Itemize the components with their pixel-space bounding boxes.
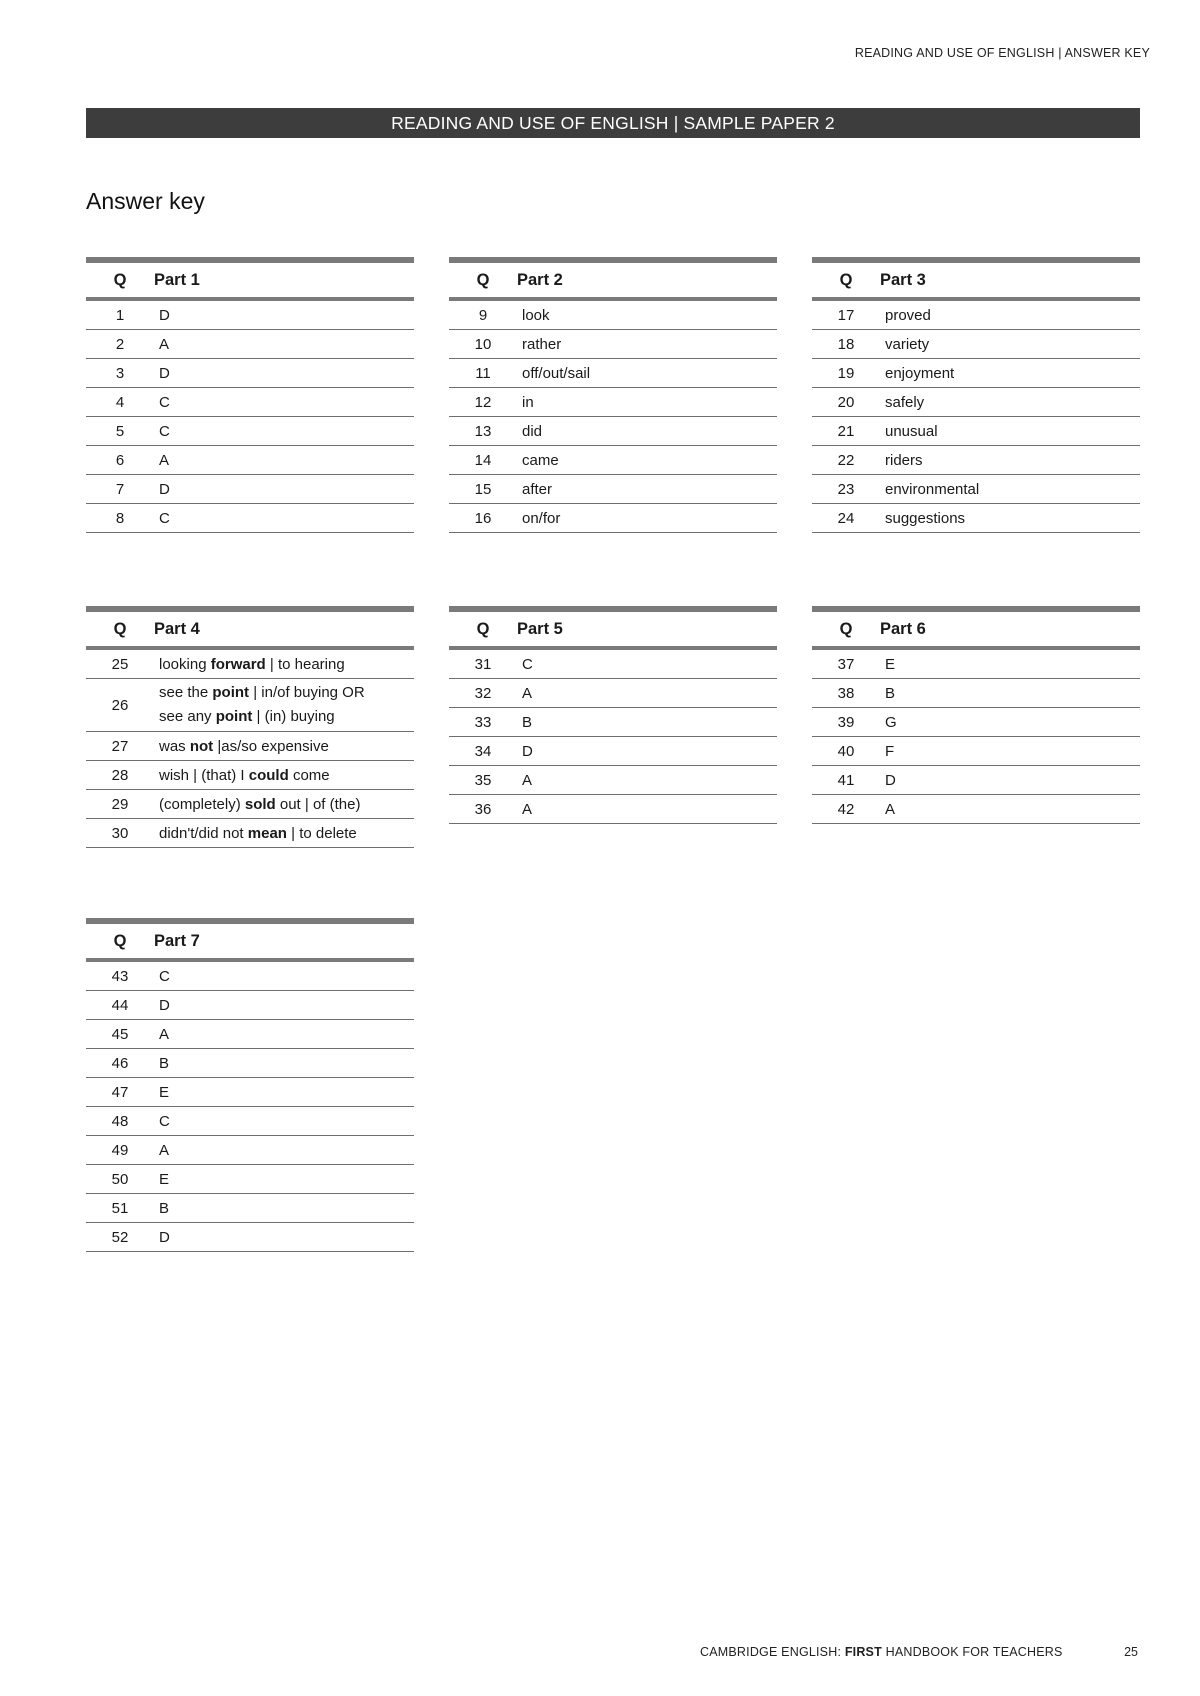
question-number: 31 bbox=[449, 648, 517, 679]
question-number: 17 bbox=[812, 299, 880, 330]
answer: environmental bbox=[880, 475, 1140, 504]
answer: C bbox=[154, 960, 414, 991]
page-title: Answer key bbox=[86, 188, 205, 214]
q-header: Q bbox=[812, 609, 880, 648]
table-row bbox=[86, 299, 414, 330]
answer bbox=[154, 790, 414, 819]
question-number: 24 bbox=[812, 504, 880, 533]
question-number: 33 bbox=[449, 708, 517, 737]
table-row bbox=[449, 737, 777, 766]
answer: D bbox=[154, 475, 414, 504]
part-header: Part 5 bbox=[517, 609, 777, 648]
key-word: point bbox=[212, 684, 250, 701]
answer bbox=[154, 732, 414, 761]
part-6-table bbox=[812, 606, 1140, 824]
table-row bbox=[86, 732, 414, 761]
question-number: 16 bbox=[449, 504, 517, 533]
question-number: 4 bbox=[86, 388, 154, 417]
question-number: 7 bbox=[86, 475, 154, 504]
question-number: 12 bbox=[449, 388, 517, 417]
answer: F bbox=[880, 737, 1140, 766]
q-header: Q bbox=[86, 260, 154, 299]
table-row bbox=[812, 475, 1140, 504]
answer: D bbox=[154, 991, 414, 1020]
question-number: 14 bbox=[449, 446, 517, 475]
table-row bbox=[812, 388, 1140, 417]
question-number: 40 bbox=[812, 737, 880, 766]
part-2-table bbox=[449, 257, 777, 533]
answer: C bbox=[154, 1107, 414, 1136]
answer: safely bbox=[880, 388, 1140, 417]
answer: rather bbox=[517, 330, 777, 359]
question-number: 42 bbox=[812, 795, 880, 824]
answer-text: wish | (that) I bbox=[159, 766, 245, 784]
page-number: 25 bbox=[1124, 1645, 1138, 1659]
question-number: 6 bbox=[86, 446, 154, 475]
table-row bbox=[86, 1194, 414, 1223]
table-row bbox=[86, 761, 414, 790]
table-row bbox=[86, 1107, 414, 1136]
question-number: 27 bbox=[86, 732, 154, 761]
key-word: point bbox=[215, 708, 253, 725]
question-number: 50 bbox=[86, 1165, 154, 1194]
table-row bbox=[812, 299, 1140, 330]
q-header: Q bbox=[449, 609, 517, 648]
table-row bbox=[812, 417, 1140, 446]
question-number: 37 bbox=[812, 648, 880, 679]
table-row bbox=[812, 679, 1140, 708]
table-row bbox=[86, 1049, 414, 1078]
answer-text: | (in) buying bbox=[256, 708, 335, 725]
answer-text: come bbox=[292, 766, 330, 784]
question-number: 44 bbox=[86, 991, 154, 1020]
part-1-table bbox=[86, 257, 414, 533]
part-3-table bbox=[812, 257, 1140, 533]
question-number: 10 bbox=[449, 330, 517, 359]
question-number: 38 bbox=[812, 679, 880, 708]
question-number: 9 bbox=[449, 299, 517, 330]
table-row bbox=[449, 330, 777, 359]
table-row bbox=[812, 737, 1140, 766]
table-row bbox=[812, 359, 1140, 388]
table-row bbox=[449, 475, 777, 504]
question-number: 32 bbox=[449, 679, 517, 708]
answer bbox=[154, 648, 414, 679]
part-header: Part 3 bbox=[880, 260, 1140, 299]
footer-suffix: HANDBOOK FOR TEACHERS bbox=[885, 1645, 1063, 1659]
answer: after bbox=[517, 475, 777, 504]
table-row bbox=[86, 679, 414, 732]
question-number: 36 bbox=[449, 795, 517, 824]
answer: E bbox=[880, 648, 1140, 679]
question-number: 1 bbox=[86, 299, 154, 330]
answer: unusual bbox=[880, 417, 1140, 446]
part-4-table bbox=[86, 606, 414, 848]
answer: B bbox=[517, 708, 777, 737]
question-number: 3 bbox=[86, 359, 154, 388]
question-number: 52 bbox=[86, 1223, 154, 1252]
table-row bbox=[449, 648, 777, 679]
question-number: 11 bbox=[449, 359, 517, 388]
table-row bbox=[449, 766, 777, 795]
key-word: could bbox=[248, 766, 289, 784]
question-number: 21 bbox=[812, 417, 880, 446]
answer: C bbox=[517, 648, 777, 679]
answer bbox=[154, 761, 414, 790]
part-header: Part 4 bbox=[154, 609, 414, 648]
table-row bbox=[449, 504, 777, 533]
footer-title bbox=[700, 1645, 1063, 1659]
answer: A bbox=[154, 1020, 414, 1049]
answer: A bbox=[517, 679, 777, 708]
answer-text: see the bbox=[159, 684, 209, 701]
answer: D bbox=[517, 737, 777, 766]
part-header: Part 7 bbox=[154, 921, 414, 960]
table-row bbox=[449, 708, 777, 737]
table-row bbox=[86, 960, 414, 991]
answer: suggestions bbox=[880, 504, 1140, 533]
part-7-table bbox=[86, 918, 414, 1252]
table-row bbox=[812, 446, 1140, 475]
answer: proved bbox=[880, 299, 1140, 330]
paper-banner bbox=[86, 108, 1140, 138]
q-header: Q bbox=[449, 260, 517, 299]
answer: E bbox=[154, 1165, 414, 1194]
table-row bbox=[812, 504, 1140, 533]
footer-bold: FIRST bbox=[844, 1645, 882, 1659]
answer: A bbox=[154, 446, 414, 475]
table-row bbox=[86, 790, 414, 819]
question-number: 23 bbox=[812, 475, 880, 504]
answer-text: looking bbox=[159, 655, 207, 673]
question-number: 13 bbox=[449, 417, 517, 446]
question-number: 22 bbox=[812, 446, 880, 475]
table-row bbox=[86, 1165, 414, 1194]
answer: D bbox=[154, 359, 414, 388]
table-row bbox=[449, 299, 777, 330]
answer-text: was bbox=[159, 737, 186, 755]
part-header: Part 2 bbox=[517, 260, 777, 299]
answer-line bbox=[159, 681, 414, 705]
answer-text: out | of (the) bbox=[279, 795, 361, 813]
answer: look bbox=[517, 299, 777, 330]
key-word: forward bbox=[210, 655, 266, 673]
question-number: 45 bbox=[86, 1020, 154, 1049]
question-number: 51 bbox=[86, 1194, 154, 1223]
answer: E bbox=[154, 1078, 414, 1107]
answer: came bbox=[517, 446, 777, 475]
answer-line bbox=[159, 705, 414, 729]
table-row bbox=[86, 991, 414, 1020]
table-row bbox=[449, 388, 777, 417]
table-row bbox=[812, 795, 1140, 824]
table-row bbox=[812, 766, 1140, 795]
table-row bbox=[86, 1020, 414, 1049]
footer-prefix: CAMBRIDGE ENGLISH: bbox=[700, 1645, 842, 1659]
answer-text: | to delete bbox=[291, 824, 357, 842]
table-row bbox=[86, 359, 414, 388]
table-row bbox=[449, 446, 777, 475]
question-number: 8 bbox=[86, 504, 154, 533]
answer: C bbox=[154, 417, 414, 446]
answer: A bbox=[880, 795, 1140, 824]
table-row bbox=[86, 446, 414, 475]
question-number: 5 bbox=[86, 417, 154, 446]
answer: D bbox=[880, 766, 1140, 795]
answer: G bbox=[880, 708, 1140, 737]
table-row bbox=[86, 648, 414, 679]
answer-text: see any bbox=[159, 708, 212, 725]
question-number: 15 bbox=[449, 475, 517, 504]
question-number: 49 bbox=[86, 1136, 154, 1165]
answer-text: | in/of buying OR bbox=[253, 684, 365, 701]
table-row bbox=[86, 504, 414, 533]
banner-title: READING AND USE OF ENGLISH | SAMPLE PAPER 2 bbox=[391, 112, 835, 133]
q-header: Q bbox=[86, 921, 154, 960]
table-row bbox=[812, 648, 1140, 679]
question-number: 18 bbox=[812, 330, 880, 359]
key-word: mean bbox=[247, 824, 287, 842]
running-head: READING AND USE OF ENGLISH | ANSWER KEY bbox=[854, 46, 1150, 60]
answer: on/for bbox=[517, 504, 777, 533]
answer bbox=[154, 819, 414, 848]
table-row bbox=[449, 417, 777, 446]
answer: A bbox=[154, 1136, 414, 1165]
question-number: 35 bbox=[449, 766, 517, 795]
key-word: not bbox=[189, 737, 214, 755]
table-row bbox=[449, 359, 777, 388]
question-number: 26 bbox=[86, 679, 154, 732]
table-row bbox=[86, 417, 414, 446]
part-header: Part 6 bbox=[880, 609, 1140, 648]
answer: off/out/sail bbox=[517, 359, 777, 388]
answer: did bbox=[517, 417, 777, 446]
question-number: 29 bbox=[86, 790, 154, 819]
table-row bbox=[812, 708, 1140, 737]
answer: B bbox=[154, 1049, 414, 1078]
table-row bbox=[86, 1078, 414, 1107]
question-number: 41 bbox=[812, 766, 880, 795]
table-row bbox=[86, 475, 414, 504]
question-number: 30 bbox=[86, 819, 154, 848]
question-number: 34 bbox=[449, 737, 517, 766]
question-number: 47 bbox=[86, 1078, 154, 1107]
answer: A bbox=[517, 795, 777, 824]
answer: B bbox=[880, 679, 1140, 708]
question-number: 19 bbox=[812, 359, 880, 388]
answer: enjoyment bbox=[880, 359, 1140, 388]
table-row bbox=[86, 1223, 414, 1252]
answer-text: (completely) bbox=[159, 795, 241, 813]
table-row bbox=[449, 795, 777, 824]
question-number: 43 bbox=[86, 960, 154, 991]
q-header: Q bbox=[86, 609, 154, 648]
table-row bbox=[86, 1136, 414, 1165]
part-header: Part 1 bbox=[154, 260, 414, 299]
key-word: sold bbox=[244, 795, 276, 813]
table-row bbox=[86, 388, 414, 417]
answer: A bbox=[154, 330, 414, 359]
answer-text: didn't/did not bbox=[159, 824, 244, 842]
answer: riders bbox=[880, 446, 1140, 475]
question-number: 48 bbox=[86, 1107, 154, 1136]
answer: D bbox=[154, 1223, 414, 1252]
question-number: 39 bbox=[812, 708, 880, 737]
answer bbox=[154, 679, 414, 732]
answer: in bbox=[517, 388, 777, 417]
table-row bbox=[812, 330, 1140, 359]
table-row bbox=[449, 679, 777, 708]
answer-text: | to hearing bbox=[269, 655, 345, 673]
table-row bbox=[86, 330, 414, 359]
question-number: 2 bbox=[86, 330, 154, 359]
answer: C bbox=[154, 504, 414, 533]
q-header: Q bbox=[812, 260, 880, 299]
answer: A bbox=[517, 766, 777, 795]
answer: C bbox=[154, 388, 414, 417]
answer: B bbox=[154, 1194, 414, 1223]
part-5-table bbox=[449, 606, 777, 824]
question-number: 46 bbox=[86, 1049, 154, 1078]
table-row bbox=[86, 819, 414, 848]
answer-text: |as/so expensive bbox=[217, 737, 329, 755]
question-number: 28 bbox=[86, 761, 154, 790]
question-number: 25 bbox=[86, 648, 154, 679]
answer: variety bbox=[880, 330, 1140, 359]
answer: D bbox=[154, 299, 414, 330]
question-number: 20 bbox=[812, 388, 880, 417]
